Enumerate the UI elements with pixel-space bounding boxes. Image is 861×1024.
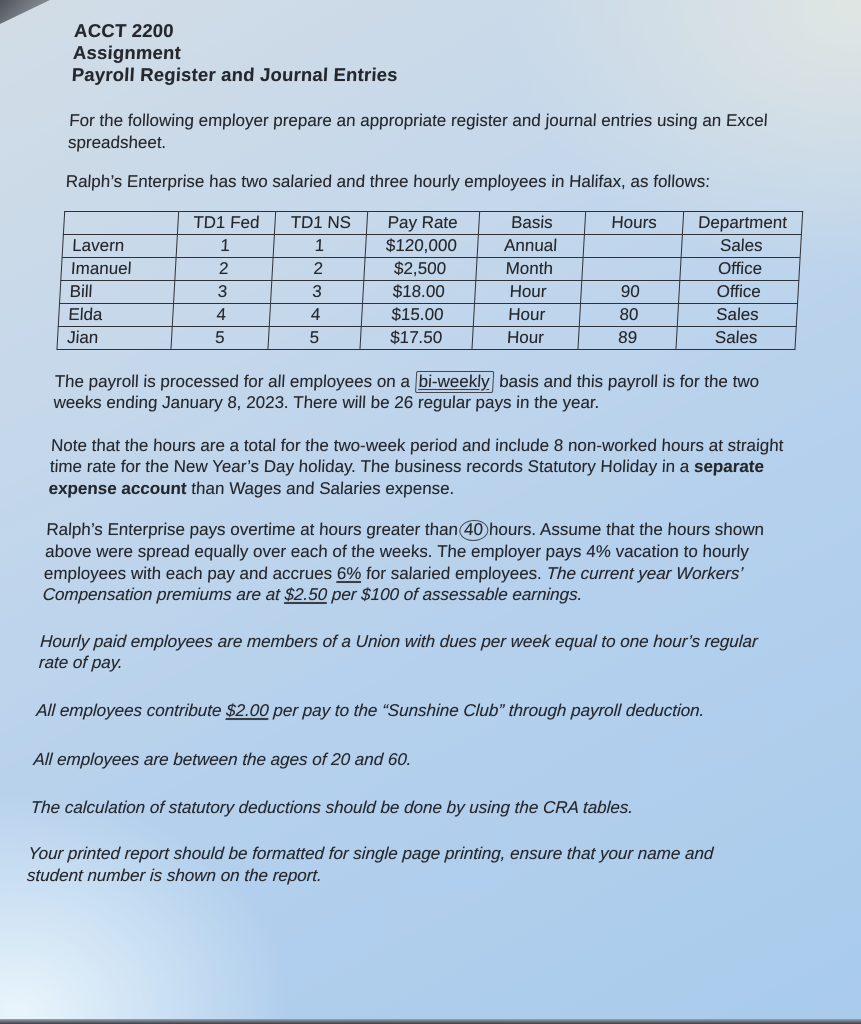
course-code: ACCT 2200	[73, 20, 175, 41]
separate-expense-account-bold: separate expense account	[48, 457, 765, 498]
overtime-text-3: for salaried employees.	[360, 563, 548, 583]
cell-td1-fed: 5	[171, 326, 270, 349]
header-td1-ns: TD1 NS	[274, 211, 367, 234]
cell-department: Sales	[681, 234, 801, 257]
cell-name: Bill	[60, 280, 175, 303]
paragraph-company-intro: Ralph’s Enterprise has two salaried and three hourly employees in Halifax, as follows:	[65, 172, 711, 191]
cell-pay-rate: $15.00	[361, 303, 474, 326]
cell-department: Office	[680, 257, 800, 280]
paragraph-holiday-note	[48, 435, 791, 500]
biweekly-annotation-box: bi-weekly	[415, 371, 494, 393]
paragraph-employee-ages: All employees are between the ages of 20 and 60.	[33, 750, 413, 769]
cell-name: Lavern	[62, 234, 177, 257]
holiday-text-2: than Wages and Salaries expense.	[186, 478, 455, 498]
cell-basis: Hour	[472, 326, 580, 349]
header-hours: Hours	[584, 211, 683, 234]
sunshine-amount-underlined: $2.00	[225, 700, 270, 720]
paragraph-instructions: For the following employer prepare an appropriate register and journal entries using an Excel spreadsheet.	[67, 111, 769, 152]
workers-comp-rate-underlined: $2.50	[284, 585, 328, 604]
cell-td1-fed: 4	[172, 303, 271, 326]
period-text-1: The payroll is processed for all employees on a	[54, 371, 416, 391]
table-row	[62, 234, 801, 257]
cell-td1-ns: 2	[272, 257, 365, 280]
cell-basis: Annual	[477, 234, 585, 257]
table-row	[57, 326, 796, 349]
cell-td1-ns: 3	[271, 280, 364, 303]
cell-basis: Hour	[473, 303, 581, 326]
table-row	[61, 257, 800, 280]
holiday-text-1: Note that the hours are a total for the two-week period and include 8 non-worked hours at straight time rate for the New Year’s Day holiday. The business records Statutory Holiday in a	[49, 435, 785, 476]
table-row	[58, 303, 797, 326]
header-department: Department	[683, 211, 803, 234]
cell-name: Imanuel	[61, 257, 176, 280]
paragraph-overtime	[42, 519, 786, 606]
paragraph-sunshine-club	[36, 700, 776, 722]
cell-basis: Month	[476, 257, 584, 280]
cell-department: Sales	[677, 303, 797, 326]
paragraph-payroll-period	[53, 371, 794, 414]
paragraph-cra-tables: The calculation of statutory deductions should be done by using the CRA tables.	[30, 797, 634, 817]
period-text-2: basis and this payroll is for the two weeks ending January 8, 2023. There will be 26 regular pays in the year.	[52, 371, 760, 412]
cell-name: Jian	[57, 326, 172, 349]
cell-hours: 90	[581, 280, 680, 303]
accrual-rate-underlined: 6%	[336, 563, 363, 583]
photo-bottom-edge	[0, 1019, 861, 1024]
workers-comp-text-1: The current year Workers’ Compensation premiums are at	[42, 563, 743, 604]
cell-hours: 80	[579, 303, 678, 326]
cell-pay-rate: $18.00	[362, 280, 475, 303]
cell-pay-rate: $120,000	[365, 234, 478, 257]
sunshine-text-1: All employees contribute	[35, 700, 227, 720]
overtime-text-1: Ralph’s Enterprise pays overtime at hours greater than	[45, 520, 459, 539]
cell-hours	[583, 234, 682, 257]
paragraph-report-format: Your printed report should be formatted for single page printing, ensure that your name and student number is shown on the report.	[26, 844, 714, 885]
paragraph-union-dues: Hourly paid employees are members of a Union with dues per week equal to one hour’s regular rate of pay.	[38, 631, 759, 672]
cell-td1-ns: 1	[273, 234, 366, 257]
cell-name: Elda	[58, 303, 173, 326]
table-row	[60, 280, 799, 303]
overtime-text-2: hours. Assume that the hours shown above were spread equally over each of the weeks. The employer pays 4% vacation to hourly employees with each pay and accrues	[43, 520, 765, 583]
workers-comp-text-2: per $100 of assessable earnings.	[326, 585, 583, 604]
employee-table	[56, 211, 803, 350]
cell-td1-ns: 5	[268, 326, 361, 349]
cell-pay-rate: $2,500	[363, 257, 476, 280]
cell-basis: Hour	[474, 280, 582, 303]
cell-department: Sales	[676, 326, 796, 349]
overtime-hours-circle-annotation: 40	[458, 520, 488, 541]
cell-td1-fed: 1	[176, 234, 275, 257]
cell-hours	[582, 257, 681, 280]
table-header-row	[63, 211, 802, 234]
page-title: Payroll Register and Journal Entries	[71, 64, 399, 85]
doc-type: Assignment	[72, 42, 182, 63]
cell-department: Office	[679, 280, 799, 303]
cell-pay-rate: $17.50	[360, 326, 473, 349]
header-name	[63, 211, 178, 234]
header-basis: Basis	[478, 211, 586, 234]
cell-td1-ns: 4	[269, 303, 362, 326]
header-td1-fed: TD1 Fed	[177, 211, 276, 234]
cell-hours: 89	[578, 326, 677, 349]
sunshine-text-2: per pay to the “Sunshine Club” through payroll deduction.	[268, 700, 705, 720]
cell-td1-fed: 2	[174, 257, 273, 280]
header-pay-rate: Pay Rate	[366, 211, 479, 234]
title-block	[71, 20, 814, 86]
cell-td1-fed: 3	[173, 280, 272, 303]
